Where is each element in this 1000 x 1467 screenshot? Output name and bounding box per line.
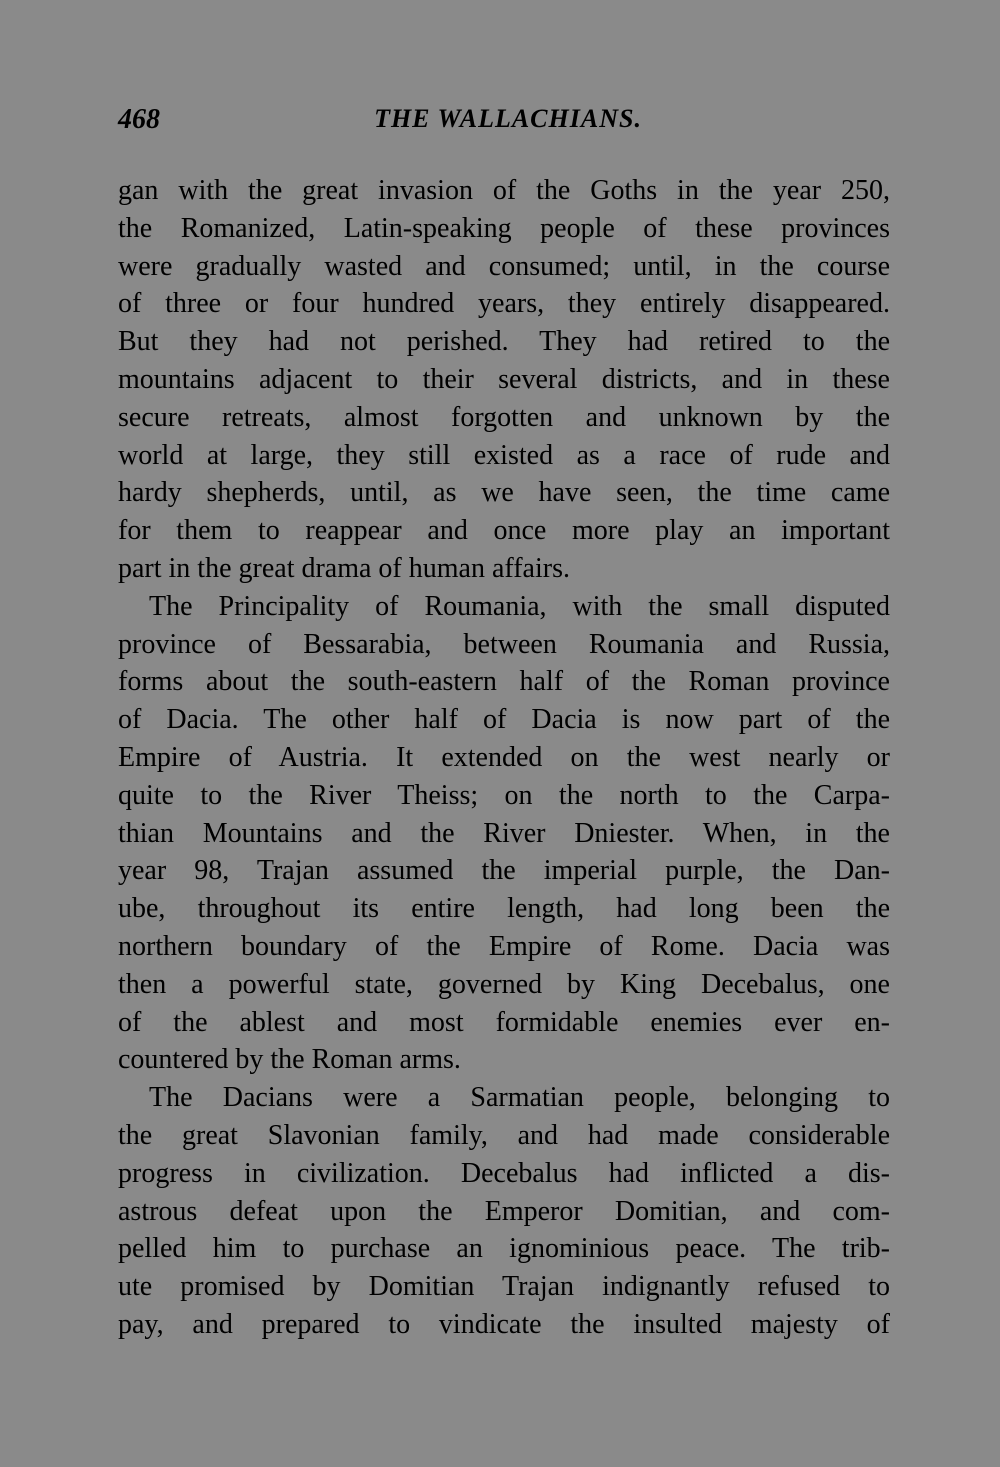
text-line: were gradually wasted and consumed; until, in the course — [118, 250, 890, 282]
text-line: But they had not perished. They had retired to the — [118, 326, 890, 358]
text-line: quite to the River Theiss; on the north to the Carpa- — [118, 779, 890, 811]
text-line: gan with the great invasion of the Goths in the year 250, — [118, 175, 890, 206]
text-line: astrous defeat upon the Emperor Domitian, and com- — [118, 1195, 890, 1227]
paragraph-last-line: part in the great drama of human affairs. — [118, 552, 570, 584]
text-line: Empire of Austria. It extended on the west nearly or — [118, 741, 890, 773]
paragraph-last-line: countered by the Roman arms. — [118, 1044, 461, 1076]
text-line: province of Bessarabia, between Roumania and Russia, — [118, 628, 890, 660]
paragraph-first-line: The Dacians were a Sarmatian people, belonging to — [149, 1082, 890, 1114]
text-line: hardy shepherds, until, as we have seen, the time came — [118, 477, 890, 509]
text-line: world at large, they still existed as a race of rude and — [118, 439, 890, 471]
text-line: forms about the south-eastern half of the Roman province — [118, 666, 890, 698]
text-line: pelled him to purchase an ignominious peace. The trib- — [118, 1233, 890, 1265]
text-line: the great Slavonian family, and had made considerable — [118, 1119, 890, 1151]
text-line: thian Mountains and the River Dniester. When, in the — [118, 817, 890, 849]
text-line: for them to reappear and once more play an important — [118, 515, 890, 547]
running-title: THE WALLACHIANS. — [374, 104, 642, 133]
text-line: of three or four hundred years, they entirely disappeared. — [118, 288, 890, 320]
text-line: then a powerful state, governed by King Decebalus, one — [118, 968, 890, 1000]
page-number: 468 — [118, 104, 160, 135]
text-line: of the ablest and most formidable enemies ever en- — [118, 1006, 890, 1038]
text-line: northern boundary of the Empire of Rome. Dacia was — [118, 930, 890, 962]
paragraph-first-line: The Principality of Roumania, with the small disputed — [149, 590, 890, 622]
text-line: of Dacia. The other half of Dacia is now part of the — [118, 704, 890, 736]
text-line: secure retreats, almost forgotten and unknown by the — [118, 401, 890, 433]
text-line: ube, throughout its entire length, had long been the — [118, 893, 890, 925]
text-line: ute promised by Domitian Trajan indignantly refused to — [118, 1271, 890, 1303]
text-line: pay, and prepared to vindicate the insulted majesty of — [118, 1308, 890, 1340]
text-line: the Romanized, Latin-speaking people of these provinces — [118, 212, 890, 244]
text-line: progress in civilization. Decebalus had inflicted a dis- — [118, 1157, 890, 1189]
text-line: year 98, Trajan assumed the imperial purple, the Dan- — [118, 855, 890, 887]
text-line: mountains adjacent to their several districts, and in these — [118, 363, 890, 395]
running-head — [118, 104, 890, 144]
body-text — [118, 172, 890, 1344]
